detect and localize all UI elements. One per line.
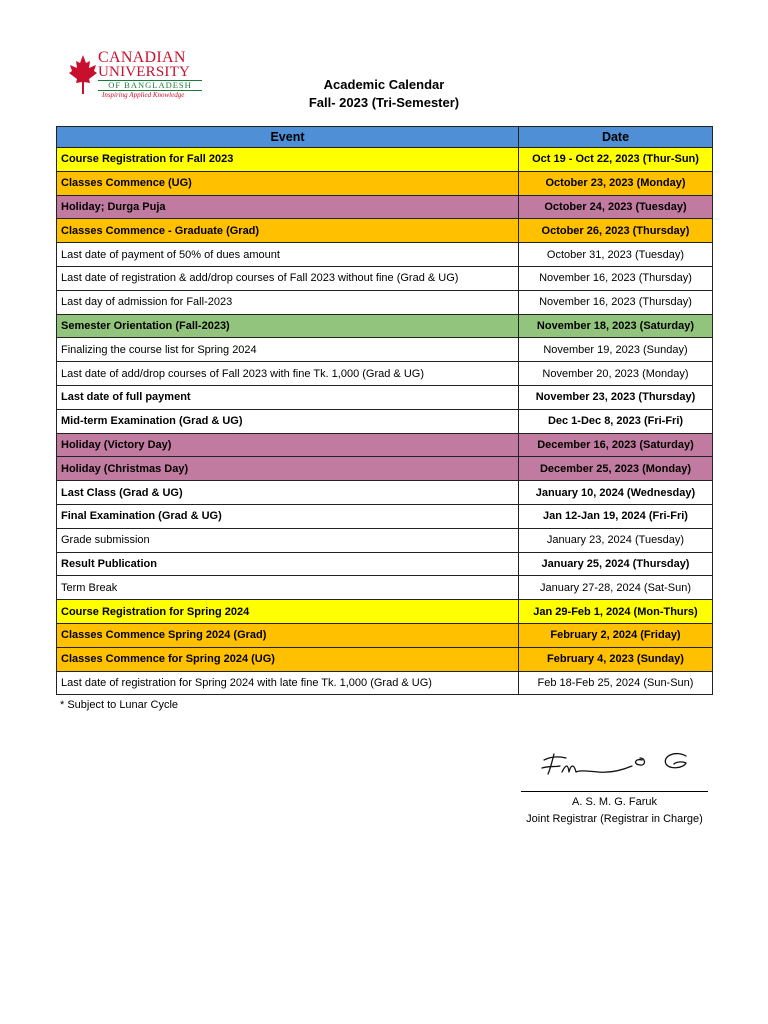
event-cell: Holiday (Victory Day) [57,433,519,457]
event-column-header: Event [57,127,519,148]
event-cell: Classes Commence - Graduate (Grad) [57,219,519,243]
table-row [57,148,713,172]
signatory-position: Joint Registrar (Registrar in Charge) [526,813,703,825]
event-cell: Last Class (Grad & UG) [57,481,519,505]
logo-line-2: UNIVERSITY [98,64,190,80]
event-cell: Result Publication [57,552,519,576]
date-cell: January 25, 2024 (Thursday) [519,552,713,576]
event-cell: Semester Orientation (Fall-2023) [57,314,519,338]
event-cell: Final Examination (Grad & UG) [57,504,519,528]
table-row [57,409,713,433]
signature-image [536,746,692,782]
event-cell: Term Break [57,576,519,600]
table-row [57,171,713,195]
table-row [57,243,713,267]
event-cell: Last date of full payment [57,385,519,409]
page-title: Academic Calendar [323,77,445,92]
event-cell: Last date of registration & add/drop courses of Fall 2023 without fine (Grad & UG) [57,266,519,290]
table-row [57,671,713,695]
event-cell: Finalizing the course list for Spring 2024 [57,338,519,362]
date-cell: January 27-28, 2024 (Sat-Sun) [519,576,713,600]
date-cell: November 23, 2023 (Thursday) [519,385,713,409]
event-cell: Last date of add/drop courses of Fall 2023 with fine Tk. 1,000 (Grad & UG) [57,362,519,386]
table-row [57,290,713,314]
date-cell: Feb 18-Feb 25, 2024 (Sun-Sun) [519,671,713,695]
table-row [57,385,713,409]
calendar-table [56,126,713,695]
table-row [57,362,713,386]
table-row [57,195,713,219]
event-cell: Last date of registration for Spring 2024 with late fine Tk. 1,000 (Grad & UG) [57,671,519,695]
signature-line [521,791,708,792]
date-cell: January 23, 2024 (Tuesday) [519,528,713,552]
table-row [57,623,713,647]
date-cell: October 23, 2023 (Monday) [519,171,713,195]
date-cell: February 4, 2023 (Sunday) [519,647,713,671]
table-row [57,433,713,457]
event-cell: Classes Commence for Spring 2024 (UG) [57,647,519,671]
event-cell: Classes Commence Spring 2024 (Grad) [57,623,519,647]
table-header-row [57,127,713,148]
table-row [57,576,713,600]
logo-tagline: Inspiring Applied Knowledge [102,91,185,99]
table-row [57,481,713,505]
date-cell: December 16, 2023 (Saturday) [519,433,713,457]
footnote: * Subject to Lunar Cycle [60,699,179,711]
date-cell: October 31, 2023 (Tuesday) [519,243,713,267]
date-cell: November 19, 2023 (Sunday) [519,338,713,362]
table-row [57,600,713,624]
date-column-header: Date [519,127,713,148]
table-row [57,338,713,362]
date-cell: Dec 1-Dec 8, 2023 (Fri-Fri) [519,409,713,433]
date-cell: October 26, 2023 (Thursday) [519,219,713,243]
event-cell: Last date of payment of 50% of dues amount [57,243,519,267]
date-cell: November 16, 2023 (Thursday) [519,290,713,314]
table-row [57,504,713,528]
date-cell: November 18, 2023 (Saturday) [519,314,713,338]
table-row [57,266,713,290]
university-logo [66,50,206,100]
date-cell: February 2, 2024 (Friday) [519,623,713,647]
date-cell: December 25, 2023 (Monday) [519,457,713,481]
table-row [57,219,713,243]
table-body [57,148,713,695]
logo-line-3: OF BANGLADESH [98,80,202,91]
event-cell: Course Registration for Spring 2024 [57,600,519,624]
event-cell: Course Registration for Fall 2023 [57,148,519,172]
event-cell: Last day of admission for Fall-2023 [57,290,519,314]
table-row [57,528,713,552]
date-cell: Oct 19 - Oct 22, 2023 (Thur-Sun) [519,148,713,172]
table-row [57,457,713,481]
date-cell: January 10, 2024 (Wednesday) [519,481,713,505]
event-cell: Classes Commence (UG) [57,171,519,195]
event-cell: Mid-term Examination (Grad & UG) [57,409,519,433]
date-cell: November 20, 2023 (Monday) [519,362,713,386]
page-subtitle: Fall- 2023 (Tri-Semester) [308,95,460,110]
table-row [57,647,713,671]
event-cell: Holiday (Christmas Day) [57,457,519,481]
date-cell: Jan 29-Feb 1, 2024 (Mon-Thurs) [519,600,713,624]
date-cell: November 16, 2023 (Thursday) [519,266,713,290]
event-cell: Grade submission [57,528,519,552]
table-row [57,314,713,338]
event-cell: Holiday; Durga Puja [57,195,519,219]
date-cell: Jan 12-Jan 19, 2024 (Fri-Fri) [519,504,713,528]
logo-line-1: CANADIAN [98,49,186,66]
signatory-name: A. S. M. G. Faruk [572,796,657,808]
date-cell: October 24, 2023 (Tuesday) [519,195,713,219]
table-row [57,552,713,576]
